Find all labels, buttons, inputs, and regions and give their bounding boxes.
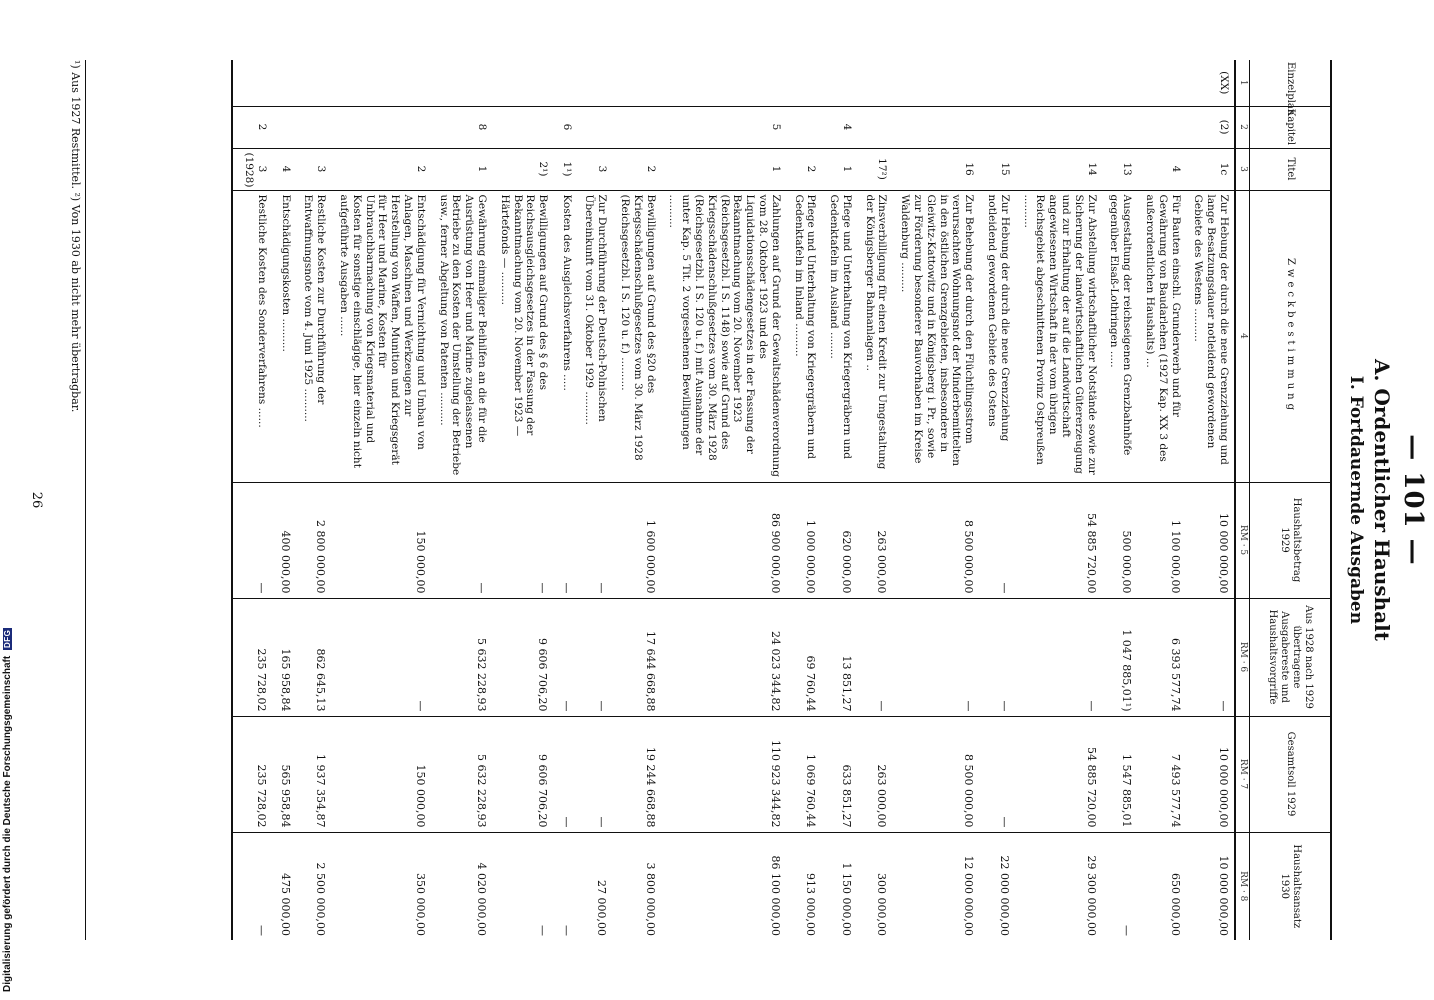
header-zweckbestimmung: Zweckbestimmung [1250, 190, 1332, 482]
cell-einzelplan [979, 60, 1015, 106]
cell-amount-1929: 10 000 000,00 [1186, 482, 1235, 598]
cell-total-1929: 9 606 706,20 [492, 716, 553, 832]
cell-amount-1929: — [232, 482, 273, 598]
cell-einzelplan [1015, 60, 1102, 106]
header-einzelplan: Einzelplan [1250, 60, 1332, 106]
cell-carried-over: 24 023 344,82 [661, 598, 786, 716]
cell-budget-1930: — [492, 832, 553, 940]
table-row [612, 60, 660, 940]
cell-carried-over: 1 047 885,01¹) [1102, 598, 1138, 716]
cell-total-1929: 19 244 668,88 [612, 716, 660, 832]
cell-amount-1929: 8 500 000,00 [893, 482, 980, 598]
cell-total-1929: 5 632 228,93 [431, 716, 492, 832]
cell-einzelplan [857, 60, 893, 106]
cell-titel: 4 [272, 148, 295, 190]
cell-titel: 3 (1928) [232, 148, 273, 190]
header-total-1929: Gesamtsoll 1929 [1250, 716, 1332, 832]
cell-amount-1929: 1 600 000,00 [612, 482, 660, 598]
table-row [786, 60, 822, 940]
table-row [331, 60, 431, 940]
cell-titel: 15 [979, 148, 1015, 190]
table-row [1186, 60, 1235, 940]
cell-kapitel: 5 [661, 106, 786, 148]
cell-kapitel [1102, 106, 1138, 148]
dfg-logo: DFG [2, 629, 12, 649]
cell-total-1929: 7 493 577,74 [1137, 716, 1185, 832]
cell-einzelplan [612, 60, 660, 106]
cell-einzelplan [1137, 60, 1185, 106]
cell-description: Für Bauten einschl. Grunderwerb und für Gewährung von Baudarlehen (1927 Kap. XX 3 des außerordentlichen Haushalts) ... [1137, 190, 1185, 482]
cell-kapitel: 6 [553, 106, 576, 148]
footnotes: ¹) Aus 1927 Restmittel. ²) Von 1930 ab nicht mehr übertragbar. [69, 60, 86, 940]
column-number-value: 5 [1238, 549, 1248, 556]
cell-budget-1930: 29 300 000,00 [1015, 832, 1102, 940]
table-row [893, 60, 980, 940]
cell-total-1929: 235 728,02 [232, 716, 273, 832]
cell-description: Entschädigungskosten .......... [272, 190, 295, 482]
cell-description: Gewährung einmaliger Beihilfen an die für die Ausrüstung von Heer und Marine zugelassenen Betriebe zu den Kosten der Umstellung der Betriebe usw., ferner Abgeltung von Patenten .......... [431, 190, 492, 482]
table-row [492, 60, 553, 940]
cell-budget-1930: 300 000,00 [857, 832, 893, 940]
cell-budget-1930: 27 000,00 [577, 832, 613, 940]
cell-carried-over: 862 645,13 [296, 598, 332, 716]
column-number-value: 7 [1238, 783, 1248, 790]
section-title: A. Ordentlicher Haushalt [1370, 358, 1394, 642]
cell-carried-over: 6 393 577,74 [1137, 598, 1185, 716]
table-row [979, 60, 1015, 940]
cell-amount-1929: — [492, 482, 553, 598]
cell-amount-1929: 400 000,00 [272, 482, 295, 598]
cell-budget-1930: 3 800 000,00 [612, 832, 660, 940]
cell-carried-over: — [893, 598, 980, 716]
cell-description: Zur Hebung der durch die neue Grenzziehung und lange Besatzungsdauer notleidend gewordenen Gebiete des Westens .......... [1186, 190, 1235, 482]
cell-titel: 1¹) [553, 148, 576, 190]
cell-einzelplan [232, 60, 273, 106]
cell-kapitel [979, 106, 1015, 148]
cell-carried-over: 5 632 228,93 [431, 598, 492, 716]
cell-amount-1929: — [431, 482, 492, 598]
cell-description: Zinsverbilligung für einen Kredit zur Umgestaltung der Königsberger Bahnanlagen .. [857, 190, 893, 482]
cell-budget-1930: 12 000 000,00 [893, 832, 980, 940]
cell-titel: 1 [431, 148, 492, 190]
cell-kapitel [786, 106, 822, 148]
cell-description: Entschädigung für Vernichtung und Umbau von Anlagen, Maschinen und Werkzeugen zur Herstellung von Waffen, Munition und Kriegsgerät für Heer und Marine, Kosten für Unbrauchbarmachung von Kriegsmaterial und Kosten für sonstige einschlägige, hier einzeln nicht aufgeführte Ausgaben ...... [331, 190, 431, 482]
cell-amount-1929: — [553, 482, 576, 598]
cell-kapitel [272, 106, 295, 148]
cell-description: Zur Abstellung wirtschaftlicher Notstände sowie zur Sicherung der landwirtschaftlichen Gütererzeugung und zur Erhaltung der auf die Landwirtschaft angewiesenen Wirtschaft in der vom übrigen Reichsgebiet abgeschnittenen Provinz Ostpreußen .......... [1015, 190, 1102, 482]
cell-titel: 2 [612, 148, 660, 190]
cell-titel: 17²) [857, 148, 893, 190]
cell-titel: 13 [1102, 148, 1138, 190]
column-number: RM · 7 [1235, 716, 1249, 832]
cell-einzelplan [661, 60, 786, 106]
cell-budget-1930: — [1102, 832, 1138, 940]
cell-titel: 2 [786, 148, 822, 190]
cell-carried-over: 165 958,84 [272, 598, 295, 716]
cell-amount-1929: 86 900 000,00 [661, 482, 786, 598]
cell-description: Restliche Kosten des Sonderverfahrens ...... [232, 190, 273, 482]
cell-kapitel: 2 [232, 106, 273, 148]
table-row [296, 60, 332, 940]
unit-label: RM [1238, 871, 1248, 888]
table-row [232, 60, 273, 940]
cell-description: Kosten des Ausgleichsverfahrens ..... [553, 190, 576, 482]
side-note-text: Digitalisierung gefördert durch die Deutsche Forschungsgemeinschaft [2, 655, 13, 992]
table-row [553, 60, 576, 940]
cell-titel: 2 [331, 148, 431, 190]
cell-budget-1930: 475 000,00 [272, 832, 295, 940]
cell-einzelplan [821, 60, 857, 106]
cell-amount-1929: 500 000,00 [1102, 482, 1138, 598]
cell-description: Bewilligungen auf Grund des §20 des Kriegsschädenschlußgesetzes vom 30. März 1928 (Reichsgesetzbl. I S. 120 u. f.) .......... [612, 190, 660, 482]
budget-table [231, 60, 1332, 940]
cell-kapitel [1015, 106, 1102, 148]
cell-carried-over: 235 728,02 [232, 598, 273, 716]
cell-amount-1929: 620 000,00 [821, 482, 857, 598]
cell-total-1929: 565 958,84 [272, 716, 295, 832]
cell-budget-1930: 10 000 000,00 [1186, 832, 1235, 940]
cell-carried-over: — [1186, 598, 1235, 716]
cell-titel: 4 [1137, 148, 1185, 190]
cell-budget-1930: 913 000,00 [786, 832, 822, 940]
cell-total-1929: — [577, 716, 613, 832]
header-titel: Titel [1250, 148, 1332, 190]
cell-einzelplan [272, 60, 295, 106]
cell-carried-over: — [577, 598, 613, 716]
cell-kapitel [1137, 106, 1185, 148]
column-number: 2 [1235, 106, 1249, 148]
table-row [1015, 60, 1102, 940]
cell-amount-1929: 150 000,00 [331, 482, 431, 598]
table-row [661, 60, 786, 940]
cell-budget-1930: 22 000 000,00 [979, 832, 1015, 940]
table-row [272, 60, 295, 940]
cell-budget-1930: 650 000,00 [1137, 832, 1185, 940]
cell-amount-1929: 2 800 000,00 [296, 482, 332, 598]
unit-label: RM [1238, 641, 1248, 658]
cell-description: Restliche Kosten zur Durchführung der Entwaffnungsnote vom 4. Juni 1925 .......... [296, 190, 332, 482]
column-number: 4 [1235, 190, 1249, 482]
cell-titel: 1c [1186, 148, 1235, 190]
cell-kapitel [331, 106, 431, 148]
cell-amount-1929: 1 100 000,00 [1137, 482, 1185, 598]
cell-einzelplan [431, 60, 492, 106]
cell-kapitel [893, 106, 980, 148]
cell-einzelplan [577, 60, 613, 106]
cell-amount-1929: 1 000 000,00 [786, 482, 822, 598]
cell-kapitel [857, 106, 893, 148]
cell-description: Bewilligungen auf Grund des § 6 des Reichsausgleichsgesetzes in der Fassung der Bekanntmachung vom 20. November 1923 — Härtefonds — .......... [492, 190, 553, 482]
cell-total-1929: 263 000,00 [857, 716, 893, 832]
cell-description: Zur Durchführung der Deutsch-Polnischen Übereinkunft vom 31. Oktober 1929 .......... [577, 190, 613, 482]
cell-carried-over: 17 644 668,88 [612, 598, 660, 716]
header-row [1250, 60, 1332, 940]
table-row [821, 60, 857, 940]
table-row [431, 60, 492, 940]
cell-einzelplan [893, 60, 980, 106]
cell-total-1929: 110 923 344,82 [661, 716, 786, 832]
cell-amount-1929: — [577, 482, 613, 598]
cell-titel: 1 [661, 148, 786, 190]
column-number-value: 6 [1238, 666, 1248, 673]
cell-titel: 1 [821, 148, 857, 190]
cell-carried-over: — [553, 598, 576, 716]
cell-carried-over: 13 851,27 [821, 598, 857, 716]
cell-budget-1930: 4 020 000,00 [431, 832, 492, 940]
cell-description: Zahlungen auf Grund der Gewaltschädenverordnung vom 28. Oktober 1923 und des Liquidationsschädengesetzes in der Fassung der Bekanntmachung vom 20. November 1923 (Reichsgesetzbl. I S. 1148) sowie auf Grund des Kriegsschädenschlußgesetzes vom 30. März 1928 (Reichsgesetzbl. I S. 120 u. f.) mit Ausnahme der unter Kap. 5 Tit. 2 vorgesehenen Bewilligungen .......... [661, 190, 786, 482]
cell-einzelplan [786, 60, 822, 106]
cell-einzelplan [296, 60, 332, 106]
cell-total-1929: 1 937 354,87 [296, 716, 332, 832]
cell-budget-1930: 2 500 000,00 [296, 832, 332, 940]
table-row [577, 60, 613, 940]
column-number: RM · 5 [1235, 482, 1249, 598]
sheet-number: 26 [29, 491, 44, 509]
cell-budget-1930: — [553, 832, 576, 940]
cell-total-1929: 150 000,00 [331, 716, 431, 832]
cell-titel: 2¹) [492, 148, 553, 190]
section-subtitle: I. Fortdauernde Ausgaben [1346, 375, 1366, 625]
cell-carried-over: — [1015, 598, 1102, 716]
cell-einzelplan [331, 60, 431, 106]
unit-label: RM [1238, 758, 1248, 775]
column-number: 1 [1235, 60, 1249, 106]
column-number-value: 8 [1238, 895, 1248, 902]
cell-amount-1929: 263 000,00 [857, 482, 893, 598]
cell-description: Ausgestaltung der reichseigenen Grenzbahnhöfe gegenüber Elsaß-Lothringen ..... [1102, 190, 1138, 482]
cell-carried-over: — [857, 598, 893, 716]
cell-carried-over: 69 760,44 [786, 598, 822, 716]
cell-kapitel: (2) [1186, 106, 1235, 148]
table-row [1102, 60, 1138, 940]
column-number: 3 [1235, 148, 1249, 190]
cell-carried-over: — [331, 598, 431, 716]
page-number: — 101 — [1398, 434, 1428, 566]
cell-total-1929: 1 547 885,01 [1102, 716, 1138, 832]
cell-total-1929: 1 069 760,44 [786, 716, 822, 832]
side-note [2, 602, 16, 992]
column-number: RM · 8 [1235, 832, 1249, 940]
cell-titel: 14 [1015, 148, 1102, 190]
cell-kapitel [492, 106, 553, 148]
cell-amount-1929: — [979, 482, 1015, 598]
cell-carried-over: — [979, 598, 1015, 716]
cell-titel: 16 [893, 148, 980, 190]
cell-amount-1929: 54 885 720,00 [1015, 482, 1102, 598]
cell-kapitel [296, 106, 332, 148]
cell-budget-1930: 1 150 000,00 [821, 832, 857, 940]
cell-kapitel [577, 106, 613, 148]
cell-total-1929: — [553, 716, 576, 832]
cell-budget-1930: 86 100 000,00 [661, 832, 786, 940]
cell-kapitel: 4 [821, 106, 857, 148]
header-carried-over: Aus 1928 nach 1929 übertragene Ausgabereste und Haushaltsvorgriffe [1250, 598, 1332, 716]
cell-budget-1930: 350 000,00 [331, 832, 431, 940]
cell-total-1929: 633 851,27 [821, 716, 857, 832]
cell-einzelplan [553, 60, 576, 106]
cell-einzelplan [1102, 60, 1138, 106]
table-row [857, 60, 893, 940]
column-number-row [1235, 60, 1249, 940]
header-kapitel: Kapitel [1250, 106, 1332, 148]
cell-total-1929: 54 885 720,00 [1015, 716, 1102, 832]
cell-einzelplan: (XX) [1218, 71, 1231, 95]
cell-description: Zur Hebung der durch die neue Grenzziehung notleidend gewordenen Gebiete des Ostens [979, 190, 1015, 482]
cell-carried-over: 9 606 706,20 [492, 598, 553, 716]
cell-total-1929: 10 000 000,00 [1186, 716, 1235, 832]
column-number: RM · 6 [1235, 598, 1249, 716]
cell-einzelplan [492, 60, 553, 106]
cell-kapitel: 8 [431, 106, 492, 148]
cell-kapitel [612, 106, 660, 148]
table-row [1137, 60, 1185, 940]
header-amount-1929: Haushaltsbetrag 1929 [1250, 482, 1332, 598]
cell-description: Zur Behebung der durch den Flüchtlingsstrom verursachten Wohnungsnot der Minderbemittelten in den östlichen Grenzgebieten, insbesondere in Gleiwitz-Kattowitz und in Königsberg i. Pr., sowie zur Förderung besonderer Bauvorhaben im Kreise Waldenburg ......... [893, 190, 980, 482]
cell-total-1929: — [979, 716, 1015, 832]
cell-titel: 3 [296, 148, 332, 190]
cell-budget-1930: — [232, 832, 273, 940]
cell-description: Pflege und Unterhaltung von Kriegergräbern und Gedenktafeln im Inland .......... [786, 190, 822, 482]
cell-titel: 3 [577, 148, 613, 190]
table-body [232, 60, 1235, 940]
unit-label: RM [1238, 524, 1248, 541]
cell-total-1929: 8 500 000,00 [893, 716, 980, 832]
cell-description: Pflege und Unterhaltung von Kriegergräbern und Gedenktafeln im Ausland ........ [821, 190, 857, 482]
header-budget-1930: Haushaltsansatz 1930 [1250, 832, 1332, 940]
